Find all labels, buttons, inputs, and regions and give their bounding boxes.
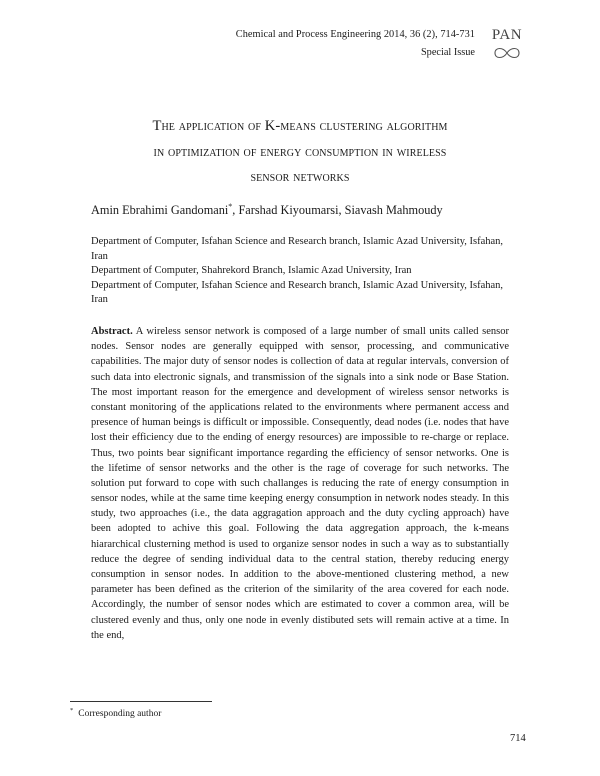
author-first: Amin Ebrahimi Gandomani (91, 203, 229, 217)
footnote-text: Corresponding author (78, 709, 162, 719)
affiliation: Department of Computer, Isfahan Science and Research branch, Islamic Azad University, Isfahan, Iran (91, 236, 504, 262)
affiliation: Department of Computer, Shahrekord Branch, Islamic Azad University, Iran (91, 265, 412, 277)
abstract-text: A wireless sensor network is composed of a large number of small units called sensor nodes. Sensor nodes are generally equipped with sensor, processing, and communicative capabilities. The major duty of sensor nodes is collection of data at regular intervals, conversion of such data into electronic signals, and transmission of the signals into a sink node or Base Station. The most important reason for the emergence and development of wireless sensor networks is constant monitoring of the applications related to the environments where permanent access and presence of human beings is difficult or impossible. Consequently, dead nodes (i.e. nodes that have lost their efficiency due to the ending of energy resources) are impossible to re-charge or replace. Thus, two points bear significant importance regarding the efficiency of sensor networks. One is the lifetime of sensor networks and the other is the rage of coverage for such networks. The solution put forward to cope with such challanges is reducing the rate of energy consumption in sensor nodes, while at the same time keeping energy consumption in network nodes steady. In this study, two approaches (i.e., the data aggragation approach and the duty cycling approach) have been adopted to achive this goal. Following the data aggregation approach, the k-means hiararchical clusterning method is used to organize sensor nodes in such a way as to substantially reduce the degree of sending individual data to the central station, thereby reducing energy consumption in sensor nodes. In addition to the above-mentioned clustering method, a new parameter has been defined as the criterion of the similarity of the area covered for each node. Accordingly, the number of sensor nodes which are estimated to cover a common area, will be clustered evenly and thus, only one node in evenly distibuted sets will remain active at a time. In the end, (91, 326, 510, 641)
pan-logo-text: PAN (491, 27, 523, 43)
affiliations (91, 235, 511, 308)
page-number: 714 (510, 733, 526, 744)
title-line: in optimization of energy consumption in wireless (153, 143, 447, 160)
footnote-divider (70, 701, 212, 702)
abstract-label: Abstract. (91, 326, 133, 337)
title-line: sensor networks (250, 169, 350, 185)
pan-logo (490, 27, 524, 63)
footnote-marker: * (70, 707, 74, 714)
special-issue-label: Special Issue (420, 47, 475, 58)
affiliation: Department of Computer, Isfahan Science and Research branch, Islamic Azad University, Isfahan, Iran (91, 279, 504, 306)
title-line: The application of K-means clustering algorithm (152, 118, 448, 134)
footnote (70, 709, 161, 719)
paper-title (60, 114, 540, 191)
infinity-icon (492, 46, 522, 60)
author-rest: , Farshad Kiyoumarsi, Siavash Mahmoudy (232, 203, 443, 217)
journal-citation: Chemical and Process Engineering 2014, 36 (2), 714-731 (235, 29, 475, 40)
corresponding-marker: * (228, 202, 233, 211)
abstract (91, 324, 509, 643)
author-list (91, 203, 531, 218)
